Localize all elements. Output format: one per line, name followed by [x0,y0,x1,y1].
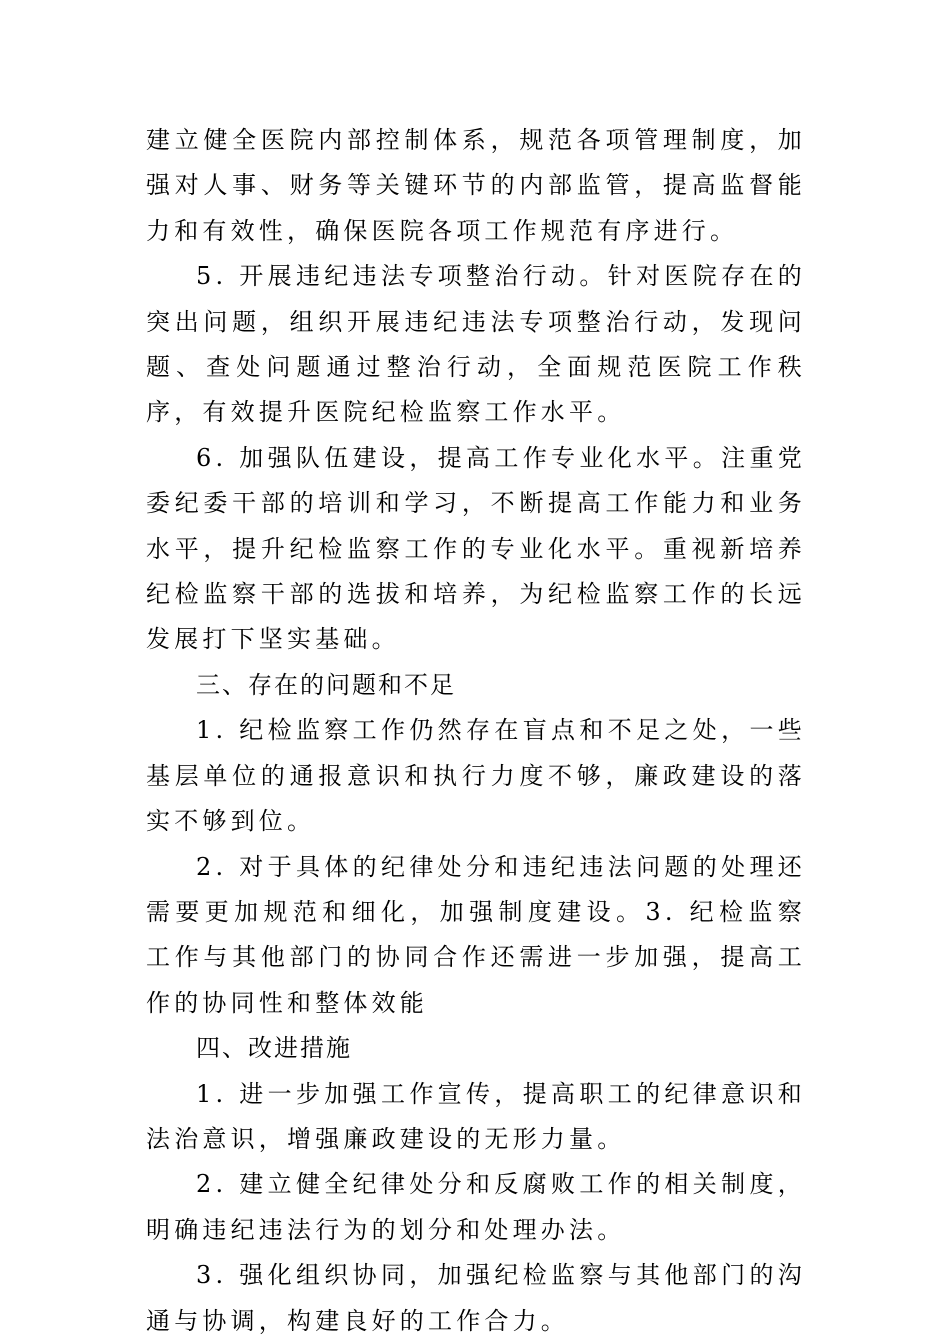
section-heading-improvements: 四、改进措施 [196,1034,352,1063]
paragraph-improvement-1: 1. 进一步加强工作宣传，提高职工的纪律意识和法治意识，增强廉政建设的无形力量。 [146,1079,806,1153]
paragraph-continuation: 建立健全医院内部控制体系，规范各项管理制度，加强对人事、财务等关键环节的内部监管，提高监督能力和有效性，确保医院各项工作规范有序进行。 [146,126,806,245]
paragraph-improvement-2: 2. 建立健全纪律处分和反腐败工作的相关制度，明确违纪违法行为的划分和处理办法。 [146,1170,806,1244]
paragraph-problem-2: 2. 对于具体的纪律处分和违纪违法问题的处理还需要更加规范和细化，加强制度建设。3. 纪检监察工作与其他部门的协同合作还需进一步加强，提高工作的协同性和整体效能 [146,852,806,1017]
paragraph-improvement-3: 3. 强化组织协同，加强纪检监察与其他部门的沟通与协调，构建良好的工作合力。 [146,1261,806,1335]
paragraph-item-5: 5. 开展违纪违法专项整治行动。针对医院存在的突出问题，组织开展违纪违法专项整治行动，发现问题、查处问题通过整治行动，全面规范医院工作秩序，有效提升医院纪检监察工作水平。 [146,262,806,427]
section-heading-problems: 三、存在的问题和不足 [196,670,456,699]
document-body [146,118,806,1344]
paragraph-item-6: 6. 加强队伍建设，提高工作专业化水平。注重党委纪委干部的培训和学习，不断提高工作能力和业务水平，提升纪检监察工作的专业化水平。重视新培养纪检监察干部的选拔和培养，为纪检监察工作的长远发展打下坚实基础。 [146,443,806,654]
paragraph-problem-1: 1. 纪检监察工作仍然存在盲点和不足之处，一些基层单位的通报意识和执行力度不够，廉政建设的落实不够到位。 [146,716,806,836]
